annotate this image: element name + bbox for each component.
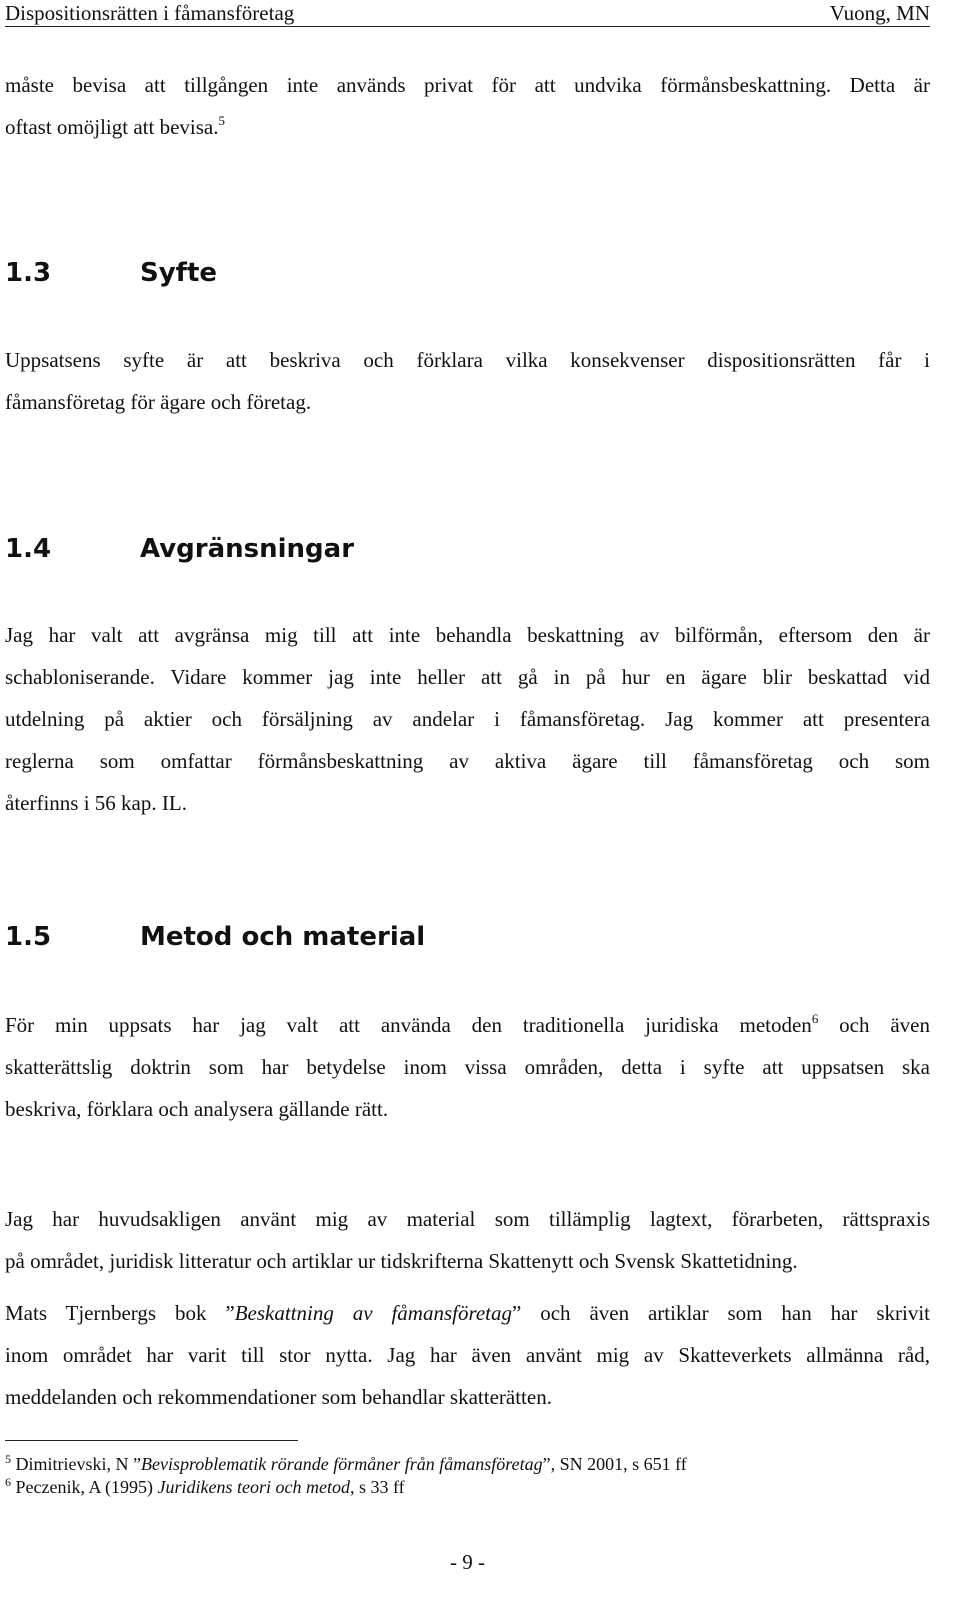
avgransningar-line-3: utdelning på aktier och försäljning av andelar i fåmansföretag. Jag kommer att presentera	[5, 707, 930, 731]
footnote-5: $^5$ Dimitrievski, N ”Bevisproblematik rörande förmåner från fåmansföretag”, SN 2001, s 651 ff	[5, 1452, 687, 1474]
intro-line-2: oftast omöjligt att bevisa.$^5$	[5, 113, 225, 139]
avgransningar-line-2: schabloniserande. Vidare kommer jag inte heller att gå in på hur en ägare blir beskattad vid	[5, 665, 930, 689]
section-title: Avgränsningar	[140, 534, 355, 564]
avgransningar-line-5: återfinns i 56 kap. IL.	[5, 791, 187, 815]
section-number: 1.3	[5, 258, 52, 288]
syfte-line-1: Uppsatsens syfte är att beskriva och förklara vilka konsekvenser dispositionsrätten får i	[5, 348, 930, 372]
metod-p2-line-1: Jag har huvudsakligen använt mig av material som tillämplig lagtext, förarbeten, rättspraxis	[5, 1207, 930, 1231]
syfte-line-2: fåmansföretag för ägare och företag.	[5, 390, 312, 414]
metod-paragraph-1	[5, 1004, 930, 1130]
section-heading-metod	[5, 922, 425, 952]
metod-p1-line-2: skatterättslig doktrin som har betydelse inom vissa områden, detta i syfte att uppsatsen ska	[5, 1055, 930, 1079]
footnote-6: $^6$ Peczenik, A (1995) Juridikens teori och metod, s 33 ff	[5, 1475, 405, 1497]
book-title: Beskattning av fåmansföretag	[234, 1301, 513, 1325]
metod-p3-line-2: inom området har varit till stor nytta. Jag har även använt mig av Skatteverkets allmänna råd,	[5, 1343, 930, 1367]
header-author: Vuong, MN	[829, 1, 930, 25]
metod-p1-line-3: beskriva, förklara och analysera gällande rätt.	[5, 1097, 389, 1121]
section-number: 1.4	[5, 534, 52, 564]
section-title: Syfte	[140, 258, 218, 288]
metod-paragraph-2	[5, 1198, 930, 1282]
metod-paragraph-3	[5, 1292, 930, 1418]
metod-p3-line-1: Mats Tjernbergs bok ”Beskattning av fåmansföretag” och även artiklar som han har skrivit	[5, 1301, 930, 1325]
avgransningar-line-1: Jag har valt att avgränsa mig till att inte behandla beskattning av bilförmån, eftersom den är	[5, 623, 930, 647]
section-heading-avgransningar	[5, 534, 354, 564]
section-title: Metod och material	[140, 922, 426, 952]
metod-p1-line-1: För min uppsats har jag valt att använda den traditionella juridiska metoden$^6$ och även	[5, 1011, 930, 1037]
avgransningar-paragraph	[5, 614, 930, 824]
intro-line-1: måste bevisa att tillgången inte används privat för att undvika förmånsbeskattning. Detta är	[5, 73, 930, 97]
footnote-divider	[5, 1440, 298, 1441]
section-number: 1.5	[5, 922, 52, 952]
metod-p2-line-2: på området, juridisk litteratur och artiklar ur tidskrifterna Skattenytt och Svensk Skattetidning.	[5, 1249, 798, 1273]
avgransningar-line-4: reglerna som omfattar förmånsbeskattning av aktiva ägare till fåmansföretag och som	[5, 749, 930, 773]
header-title: Dispositionsrätten i fåmansföretag	[5, 1, 295, 25]
footnote-ref-5: 5	[218, 113, 225, 128]
intro-paragraph	[5, 64, 930, 148]
metod-p3-line-3: meddelanden och rekommendationer som behandlar skatterätten.	[5, 1385, 552, 1409]
syfte-paragraph	[5, 340, 930, 423]
page-number: - 9 -	[450, 1550, 485, 1574]
section-heading-syfte	[5, 258, 217, 288]
running-header	[5, 0, 930, 27]
footnote-ref-6: 6	[811, 1011, 819, 1026]
